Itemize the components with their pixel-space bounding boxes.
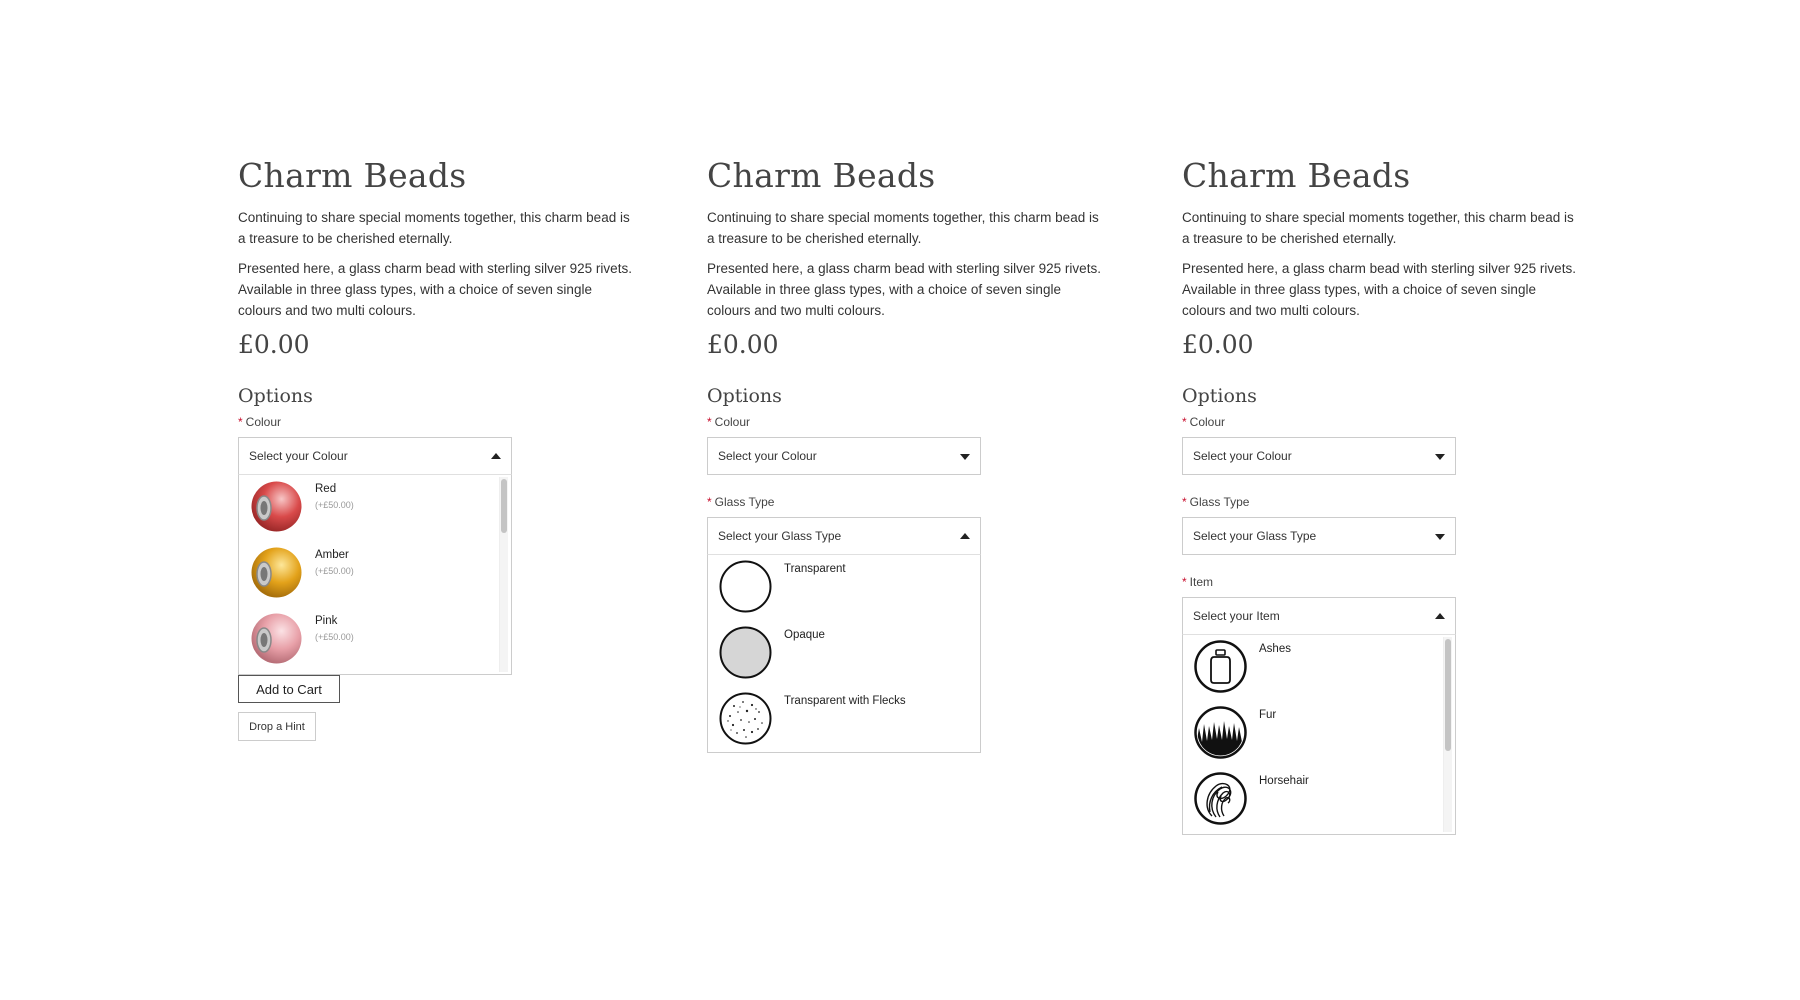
scrollbar-thumb[interactable] bbox=[1445, 639, 1451, 751]
product-price: £0.00 bbox=[707, 330, 779, 360]
spacer bbox=[1182, 475, 1602, 495]
glass-type-select[interactable] bbox=[707, 517, 981, 555]
product-price: £0.00 bbox=[1182, 330, 1254, 360]
spacer bbox=[707, 475, 1127, 495]
option-label: Transparent with Flecks bbox=[784, 695, 906, 708]
opaque-circle-icon bbox=[719, 626, 772, 679]
add-to-cart-button[interactable]: Add to Cart bbox=[238, 675, 340, 703]
colour-select-value: Select your Colour bbox=[249, 449, 348, 464]
product-title: Charm Beads bbox=[1182, 156, 1411, 195]
glass-option-flecks[interactable] bbox=[708, 687, 980, 753]
glass-type-select-value: Select your Glass Type bbox=[1193, 529, 1317, 544]
product-price: £0.00 bbox=[238, 330, 310, 360]
amber-bead-icon bbox=[250, 546, 303, 599]
flecked-circle-icon bbox=[719, 692, 772, 745]
required-marker: * bbox=[1182, 575, 1187, 590]
required-marker: * bbox=[1182, 495, 1187, 510]
option-label: Fur bbox=[1259, 709, 1277, 722]
required-marker: * bbox=[1182, 415, 1187, 430]
colour-label: * Colour bbox=[1182, 415, 1226, 430]
urn-icon bbox=[1194, 640, 1247, 693]
colour-select[interactable] bbox=[238, 437, 512, 475]
option-label: Horsehair bbox=[1259, 775, 1309, 788]
drop-a-hint-button[interactable]: Drop a Hint bbox=[238, 712, 316, 741]
product-description-2: Presented here, a glass charm bead with sterling silver 925 rivets. Available in three glass types, with a choice of seven single colours and two multi colours. bbox=[238, 261, 632, 319]
spacer bbox=[1182, 555, 1602, 575]
transparent-circle-icon bbox=[719, 560, 772, 613]
item-select[interactable] bbox=[1182, 597, 1456, 635]
option-label: Amber bbox=[315, 549, 349, 562]
glass-type-label: * Glass Type bbox=[1182, 495, 1250, 510]
horsehair-icon bbox=[1194, 772, 1247, 825]
colour-select-value: Select your Colour bbox=[718, 449, 817, 464]
fur-icon bbox=[1194, 706, 1247, 759]
glass-type-label: * Glass Type bbox=[707, 495, 775, 510]
colour-label: * Colour bbox=[707, 415, 751, 430]
required-marker: * bbox=[707, 415, 712, 430]
option-price: (+£50.00) bbox=[315, 500, 354, 511]
colour-option-pink[interactable] bbox=[239, 607, 511, 673]
product-panel-colour-open bbox=[238, 158, 658, 755]
glass-type-dropdown-list[interactable] bbox=[707, 555, 981, 753]
colour-label: * Colour bbox=[238, 415, 282, 430]
product-description-2: Presented here, a glass charm bead with sterling silver 925 rivets. Available in three glass types, with a choice of seven single colours and two multi colours. bbox=[707, 261, 1101, 319]
options-heading: Options bbox=[707, 385, 782, 408]
product-description-1: Continuing to share special moments together, this charm bead is a treasure to be cherished eternally. bbox=[238, 210, 630, 247]
required-marker: * bbox=[707, 495, 712, 510]
item-dropdown-list[interactable] bbox=[1182, 635, 1456, 835]
option-label: Ashes bbox=[1259, 643, 1291, 656]
dropdown-scrollbar[interactable] bbox=[1443, 637, 1452, 832]
product-description-1: Continuing to share special moments together, this charm bead is a treasure to be cherished eternally. bbox=[1182, 210, 1574, 247]
product-panel-item-open bbox=[1182, 158, 1602, 835]
red-bead-icon bbox=[250, 480, 303, 533]
item-option-horsehair[interactable] bbox=[1183, 767, 1455, 833]
option-label: Opaque bbox=[784, 629, 825, 642]
option-label: Red bbox=[315, 483, 337, 496]
glass-type-select[interactable] bbox=[1182, 517, 1456, 555]
item-select-value: Select your Item bbox=[1193, 609, 1280, 624]
item-option-fur[interactable] bbox=[1183, 701, 1455, 767]
product-title: Charm Beads bbox=[707, 156, 936, 195]
glass-option-opaque[interactable] bbox=[708, 621, 980, 687]
product-panel-glass-open bbox=[707, 158, 1127, 753]
item-label: * Item bbox=[1182, 575, 1214, 590]
scrollbar-thumb[interactable] bbox=[501, 479, 507, 533]
dropdown-scrollbar[interactable] bbox=[499, 477, 508, 672]
colour-option-red[interactable] bbox=[239, 475, 511, 541]
required-marker: * bbox=[238, 415, 243, 430]
options-heading: Options bbox=[238, 385, 313, 408]
chevron-up-icon bbox=[960, 533, 970, 539]
glass-option-transparent[interactable] bbox=[708, 555, 980, 621]
action-buttons bbox=[238, 675, 658, 755]
product-description-2: Presented here, a glass charm bead with sterling silver 925 rivets. Available in three glass types, with a choice of seven single colours and two multi colours. bbox=[1182, 261, 1576, 319]
chevron-up-icon bbox=[491, 453, 501, 459]
colour-dropdown-list[interactable] bbox=[238, 475, 512, 675]
colour-select[interactable] bbox=[1182, 437, 1456, 475]
colour-select-value: Select your Colour bbox=[1193, 449, 1292, 464]
chevron-up-icon bbox=[1435, 613, 1445, 619]
option-price: (+£50.00) bbox=[315, 632, 354, 643]
glass-type-select-value: Select your Glass Type bbox=[718, 529, 842, 544]
product-title: Charm Beads bbox=[238, 156, 467, 195]
chevron-down-icon bbox=[960, 454, 970, 460]
product-description-1: Continuing to share special moments together, this charm bead is a treasure to be cherished eternally. bbox=[707, 210, 1099, 247]
colour-select[interactable] bbox=[707, 437, 981, 475]
item-option-ashes[interactable] bbox=[1183, 635, 1455, 701]
pink-bead-icon bbox=[250, 612, 303, 665]
chevron-down-icon bbox=[1435, 454, 1445, 460]
chevron-down-icon bbox=[1435, 534, 1445, 540]
option-label: Pink bbox=[315, 615, 338, 628]
options-heading: Options bbox=[1182, 385, 1257, 408]
option-label: Transparent bbox=[784, 563, 846, 576]
option-price: (+£50.00) bbox=[315, 566, 354, 577]
colour-option-amber[interactable] bbox=[239, 541, 511, 607]
